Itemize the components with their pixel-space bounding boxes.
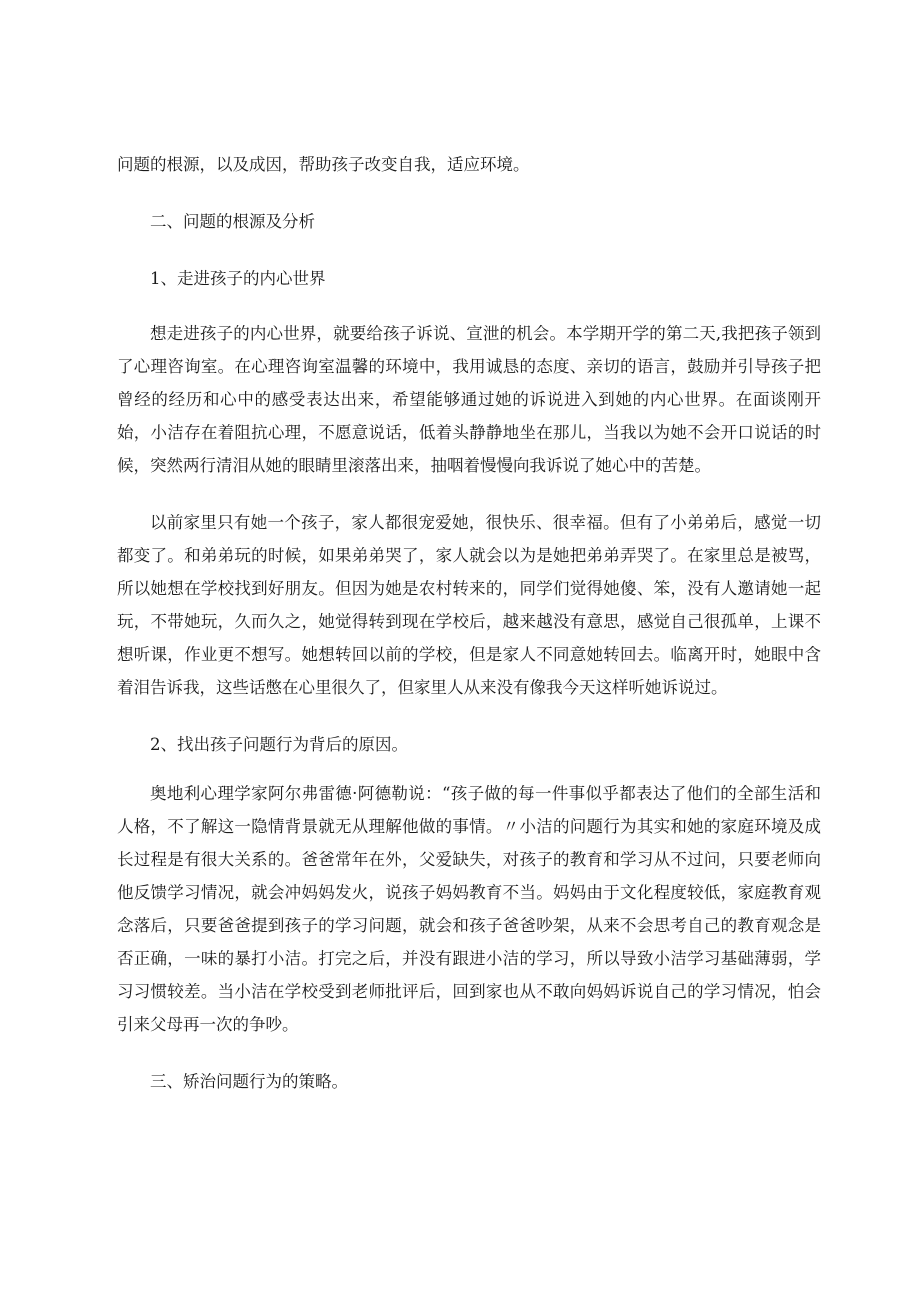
section-heading-2: 二、问题的根源及分析 xyxy=(150,212,315,231)
paragraph-family-story: 以前家里只有她一个孩子，家人都很宠爱她，很快乐、很幸福。但有了小弟弟后，感觉一切都变了。和弟弟玩的时候，如果弟弟哭了，家人就会以为是她把弟弟弄哭了。在家里总是被骂，所以她想在学校找到好朋友。但因为她是农村转来的，同学们觉得她傻、笨，没有人邀请她一起玩，不带她玩，久而久之，她觉得转到现在学校后，越来越没有意思，感觉自己很孤单，上课不想听课，作业更不想写。她想转回以前的学校，但是家人不同意她转回去。临离开时，她眼中含着泪告诉我，这些话憋在心里很久了，但家里人从来没有像我今天这样听她诉说过。 xyxy=(117,513,821,697)
paragraph-continuation: 问题的根源，以及成因，帮助孩子改变自我，适应环境。 xyxy=(117,155,530,174)
section-heading-3: 三、矫治问题行为的策略。 xyxy=(150,1072,348,1091)
paragraph-inner-world: 想走进孩子的内心世界，就要给孩子诉说、宣泄的机会。本学期开学的第二天,我把孩子领到了心理咨询室。在心理咨询室温馨的环境中，我用诚恳的态度、亲切的语言，鼓励并引导孩子把曾经的经历和心中的感受表达出来，希望能够通过她的诉说进入到她的内心世界。在面谈刚开始，小洁存在着阻抗心理，不愿意说话，低着头静静地坐在那儿，当我以为她不会开口说话的时候，突然两行清泪从她的眼睛里滚落出来，抽咽着慢慢向我诉说了她心中的苦楚。 xyxy=(117,324,821,475)
paragraph-adler-analysis: 奥地利心理学家阿尔弗雷德·阿德勒说：“孩子做的每一件事似乎都表达了他们的全部生活和人格，不了解这一隐情背景就无从理解他做的事情。〃小洁的问题行为其实和她的家庭环境及成长过程是有很大关系的。爸爸常年在外，父爱缺失，对孩子的教育和学习从不过问，只要老师向他反馈学习情况，就会冲妈妈发火，说孩子妈妈教育不当。妈妈由于文化程度较低，家庭教育观念落后，只要爸爸提到孩子的学习问题，就会和孩子爸爸吵架，从来不会思考自己的教育观念是否正确，一味的暴打小洁。打完之后，并没有跟进小洁的学习，所以导致小洁学习基础薄弱，学习习惯较差。当小洁在学校受到老师批评后，回到家也从不敢向妈妈诉说自己的学习情况，怕会引来父母再一次的争吵。 xyxy=(117,784,821,1034)
subsection-heading-2: 2、找出孩子问题行为背后的原因。 xyxy=(150,735,408,754)
subsection-heading-1: 1、走进孩子的内心世界 xyxy=(150,269,326,288)
document-body xyxy=(117,148,821,1098)
